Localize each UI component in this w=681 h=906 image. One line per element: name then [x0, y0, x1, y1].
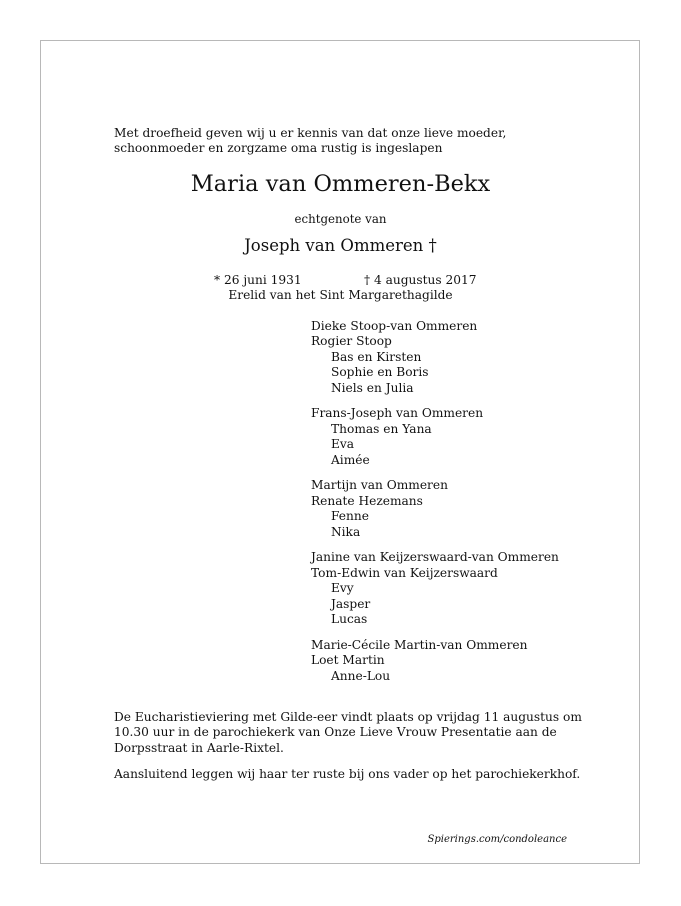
burial-text: Aansluitend leggen wij haar ter ruste bij ons vader op het parochiekerkhof. [114, 767, 581, 781]
grandchild: Sophie en Boris [331, 365, 429, 380]
grandchild: Bas en Kirsten [331, 349, 422, 364]
spouse-name: Joseph van Ommeren † [244, 236, 437, 255]
family-member: Marie-Cécile Martin-van Ommeren [311, 637, 528, 652]
family-member: Loet Martin [311, 653, 385, 668]
family-member: Dieke Stoop-van Ommeren [311, 319, 478, 333]
death-date: † 4 augustus 2017 [364, 273, 477, 287]
family-group [311, 406, 559, 468]
grandchild: Nika [331, 524, 361, 539]
grandchild: Eva [331, 437, 355, 452]
grandchild: Anne-Lou [331, 668, 391, 683]
family-member: Rogier Stoop [311, 334, 392, 349]
family-group [311, 550, 559, 627]
grandchild: Lucas [331, 612, 368, 627]
service-text [114, 710, 582, 756]
grandchild: Aimée [331, 452, 370, 467]
family-group [311, 638, 559, 684]
service-line: De Eucharistieviering met Gilde-eer vindt plaats op vrijdag 11 augustus om [114, 710, 582, 724]
grandchild: Fenne [331, 509, 369, 524]
intro-line: schoonmoeder en zorgzame oma rustig is ingeslapen [114, 141, 443, 156]
grandchild: Niels en Julia [331, 380, 414, 395]
family-member: Frans-Joseph van Ommeren [311, 406, 484, 421]
family-member: Tom-Edwin van Keijzerswaard [311, 565, 498, 580]
grandchild: Jasper [331, 596, 371, 611]
intro-text [114, 126, 506, 157]
spouse-label: echtgenote van [294, 212, 387, 226]
grandchild: Thomas en Yana [331, 421, 432, 436]
birth-date: * 26 juni 1931 [214, 273, 302, 287]
service-line: Dorpsstraat in Aarle-Rixtel. [114, 740, 284, 755]
family-group [311, 478, 559, 540]
family-member: Martijn van Ommeren [311, 478, 448, 493]
honor-line: Erelid van het Sint Margarethagilde [228, 288, 453, 302]
family-member: Renate Hezemans [311, 493, 423, 508]
deceased-name: Maria van Ommeren-Bekx [190, 171, 491, 197]
intro-line: Met droefheid geven wij u er kennis van dat onze lieve moeder, [114, 126, 507, 140]
service-line: 10.30 uur in de parochiekerk van Onze Lieve Vrouw Presentatie aan de [114, 725, 557, 740]
condolence-link[interactable]: Spierings.com/condoleance [427, 834, 567, 845]
family-list [311, 319, 559, 694]
family-group [311, 319, 559, 396]
grandchild: Evy [331, 581, 354, 596]
family-member: Janine van Keijzerswaard-van Ommeren [311, 550, 559, 565]
